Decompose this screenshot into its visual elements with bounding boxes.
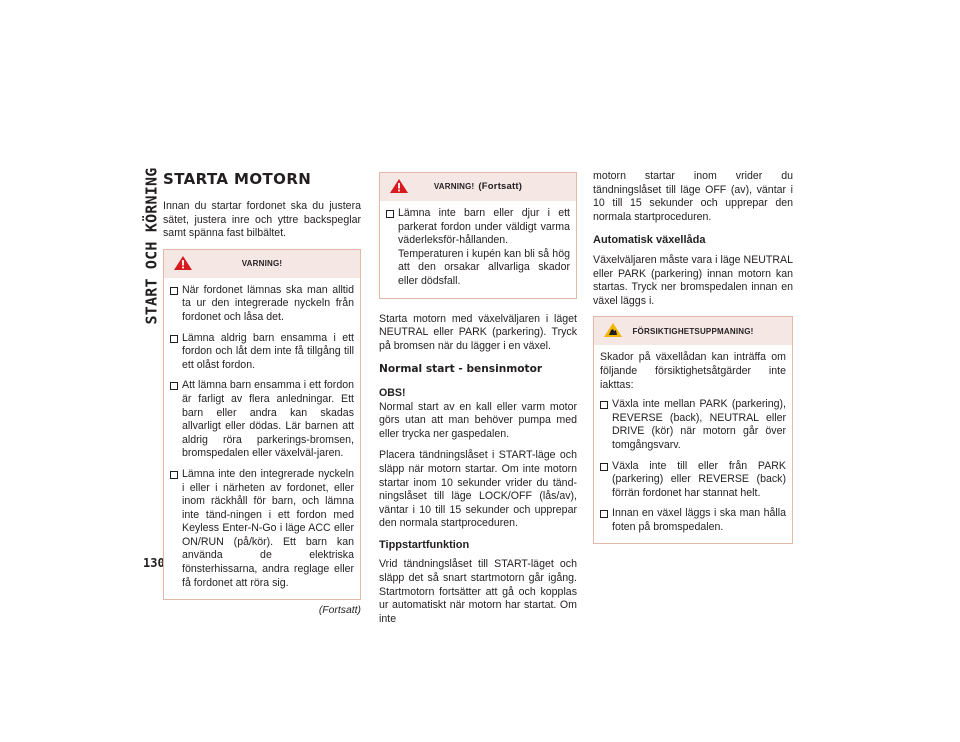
- caution-title: FÖRSIKTIGHETSUPPMANING!: [632, 326, 754, 336]
- warning-item: När fordonet lämnas ska man alltid ta ur den integrerade nyckeln från fordonet och låsa det.: [170, 284, 354, 325]
- warning-body: [164, 278, 360, 599]
- page-number: 130: [143, 556, 165, 570]
- caution-item: Innan en växel läggs i ska man hålla foten på bromspedalen.: [600, 507, 786, 534]
- note-text: Normal start av en kall eller varm motor görs utan att man behöver pumpa med eller trycka ner gaspedalen.: [379, 400, 577, 440]
- section-heading: STARTA MOTORN: [163, 170, 312, 188]
- warning-item: Att lämna barn ensamma i ett fordon är farligt av flera anledningar. Ett barn eller andra kan skadas allvarligt eller dödas. Lär barnen att aldrig röra parkerings-bromsen, bromspedalen eller växelväl-jaren.: [170, 379, 354, 461]
- paragraph: motorn startar inom vrider du tändningslåset till läge OFF (av), väntar i 10 till 15 sekunder och upprepar den normala startproceduren.: [593, 170, 793, 223]
- column-1: [163, 170, 361, 618]
- square-bullet-icon: [386, 210, 394, 218]
- caution-hand-icon: [603, 322, 623, 338]
- warning-continued-subtitle: (Fortsatt): [478, 181, 523, 193]
- section-side-title-text: START OCH KÖRNING: [142, 167, 160, 325]
- square-bullet-icon: [600, 510, 608, 518]
- subheading-normal-start: Normal start - bensinmotor: [379, 363, 543, 376]
- caution-box: [593, 316, 793, 544]
- column-3: [593, 170, 793, 550]
- warning-box: [163, 249, 361, 600]
- subheading-automatic-transmission: Automatisk växellåda: [593, 234, 706, 247]
- warning-continued-body: [380, 201, 576, 298]
- square-bullet-icon: [600, 401, 608, 409]
- paragraph: Starta motorn med växelväljaren i läget NEUTRAL eller PARK (parkering). Tryck på bromsen när du lägger i en växel.: [379, 312, 577, 352]
- square-bullet-icon: [170, 335, 178, 343]
- note-label: OBS!: [379, 386, 406, 399]
- warning-continued-box: [379, 172, 577, 299]
- warning-item: Lämna inte den integrerade nyckeln i eller i närheten av fordonet, eller inom räckhåll för barn, och lämna inte tänd-ningen i ett fordon med Keyless Enter-N-Go i läge ACC eller ON/RUN (på/kör). Ett barn kan använda de elektriska fönsterhissarna, andra reglage eller få fordonet att röra sig.: [170, 468, 354, 590]
- square-bullet-icon: [600, 463, 608, 471]
- section-side-title: [142, 167, 160, 325]
- caution-body: [594, 345, 792, 543]
- warning-triangle-icon: [173, 255, 193, 271]
- warning-title: VARNING!: [241, 258, 283, 268]
- warning-continued-header: [380, 173, 576, 201]
- paragraph: Växelväljaren måste vara i läge NEUTRAL eller PARK (parkering) innan motorn kan startas. Tryck ner bromspedalen innan en växel läggs i.: [593, 253, 793, 307]
- warning-triangle-icon: [389, 178, 409, 194]
- warning-item: Lämna inte barn eller djur i ett parkerat fordon under väldigt varma väderleksför-hållanden. Temperaturen i kupén kan bli så hög att den orsakar allvarliga skador eller dödsfall.: [386, 207, 570, 289]
- subheading-tipstart: Tippstartfunktion: [379, 538, 470, 551]
- warning-item: Lämna aldrig barn ensamma i ett fordon och låt dem inte få tillgång till ett olåst fordon.: [170, 332, 354, 373]
- caution-item: Växla inte mellan PARK (parkering), REVERSE (back), NEUTRAL eller DRIVE (kör) när motorn går över tomgångsvarv.: [600, 398, 786, 452]
- intro-paragraph: Innan du startar fordonet ska du justera sätet, justera inre och yttre backspeglar samt spänna fast bilbältet.: [163, 200, 361, 240]
- caution-box-header: [594, 317, 792, 345]
- square-bullet-icon: [170, 382, 178, 390]
- paragraph: Placera tändningslåset i START-läge och släpp när motorn startar. Om inte motorn startar inom 10 sekunder vrider du tänd-ningslåset till läge LOCK/OFF (lås/av), väntar i 10 till 15 sekunder och upprepar den normala startproceduren.: [379, 449, 577, 530]
- caution-intro: Skador på växellådan kan inträffa om följande försiktighetsåtgärder inte iakttas:: [600, 351, 786, 391]
- warning-box-header: [164, 250, 360, 278]
- caution-item: Växla inte till eller från PARK (parkering) eller REVERSE (back) förrän fordonet har stannat helt.: [600, 460, 786, 501]
- square-bullet-icon: [170, 471, 178, 479]
- continued-label: (Fortsatt): [318, 605, 361, 617]
- square-bullet-icon: [170, 287, 178, 295]
- warning-continued-title: VARNING!: [433, 182, 475, 192]
- column-2: [379, 172, 577, 634]
- paragraph: Vrid tändningslåset till START-läget och släpp det så snart startmotorn går igång. Startmotorn fortsätter att gå och kopplas ur automatiskt när motorn har startat. Om inte: [379, 558, 577, 625]
